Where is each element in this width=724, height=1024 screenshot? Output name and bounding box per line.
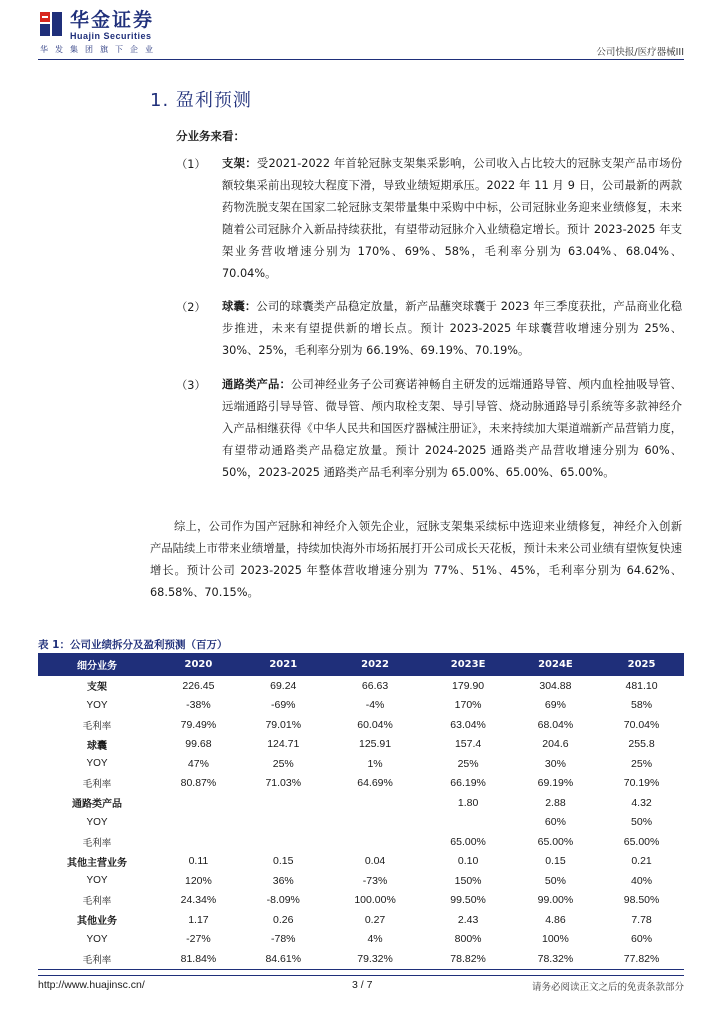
table-cell: 65.00%: [537, 835, 574, 848]
table-row: [38, 930, 684, 950]
table-cell: 0.15: [273, 855, 294, 868]
table-cell: 84.61%: [241, 949, 326, 969]
table-cell: 60%: [631, 933, 653, 946]
table-cell: 99.68: [185, 738, 212, 751]
table-cell: [326, 832, 425, 852]
table-cell: [241, 793, 326, 813]
table-row: [38, 676, 684, 696]
table-row: [38, 774, 684, 794]
table-cell: [156, 832, 241, 852]
table-cell: 7.78: [631, 913, 652, 926]
table-cell: 77.82%: [599, 949, 684, 969]
table-cell: 70.04%: [623, 718, 660, 731]
business-item-balloon: [222, 296, 682, 362]
table-row: [38, 793, 684, 813]
business-item-access: [222, 374, 682, 484]
table-cell: 98.50%: [623, 894, 660, 907]
table-cell: 255.8: [628, 738, 655, 751]
table-header-cell: 2020: [156, 653, 241, 676]
brand-name-cn: 华金证券: [70, 9, 155, 31]
header-divider: [38, 59, 684, 60]
table-header-cell: 2025: [599, 653, 684, 676]
table-cell: 0.11: [188, 855, 209, 868]
table-cell: 65.00%: [623, 835, 660, 848]
table-cell: 60.04%: [357, 718, 393, 731]
table-cell: 69.19%: [537, 777, 574, 790]
table-cell: 100.00%: [354, 894, 396, 907]
table-header-cell: 2021: [241, 653, 326, 676]
item-number: （2）: [176, 301, 206, 314]
row-label: 毛利率: [82, 779, 112, 791]
table-cell: 50%: [544, 874, 566, 887]
table-cell: 79.32%: [326, 949, 425, 969]
table-cell: 1.17: [188, 913, 209, 926]
table-cell: 64.69%: [357, 777, 393, 790]
table-row: [38, 910, 684, 930]
item-text: 公司的球囊类产品稳定放量，新产品蘸突球囊于 2023 年三季度获批，产品商业化稳步推进，未来有望提供新的增长点。预计 2023-2025 年球囊营收增速分别为 25%、30%、25%，毛利率分别为 66.19%、69.19%、70.19%。: [222, 300, 682, 357]
table-cell: 800%: [454, 933, 482, 946]
item-text: 公司神经业务子公司赛诺神畅自主研发的远端通路导管、颅内血栓抽吸导管、远端通路引导导管、微导管、颅内取栓支架、导引导管、烧动脉通路导引系统等多款神经介入产品相继获得《中华人民共和国医疗器械注册证》，未来持续加大渠道端新产品营销力度，有望带动通路类产品稳定放量。预计 2024-2025 通路类产品营收增速分别为 60%、50%，2023-2025 通路类产品毛利率分别为 65.00%、65.00%、65.00%。: [222, 378, 682, 479]
table-cell: 120%: [184, 874, 212, 887]
table-cell: 0.10: [457, 855, 479, 868]
row-label: 其他业务: [77, 916, 117, 928]
row-label: YOY: [86, 875, 108, 887]
table-cell: [326, 793, 425, 813]
row-label: 其他主营业务: [67, 857, 127, 869]
footer-divider: [38, 975, 684, 976]
table-cell: 0.26: [273, 913, 294, 926]
table-header-cell: 2024E: [512, 653, 599, 676]
table-cell: 78.82%: [424, 949, 511, 969]
table-cell: 4.32: [631, 796, 652, 809]
item-title: 通路类产品：: [222, 378, 292, 391]
table-cell: [241, 813, 326, 833]
table-title: 表 1：公司业绩拆分及盈利预测（百万）: [38, 639, 228, 651]
table-cell: 304.88: [539, 679, 572, 692]
row-label: 支架: [87, 682, 107, 694]
table-cell: 0.15: [545, 855, 566, 868]
table-cell: 47%: [187, 757, 209, 770]
table-header-row: [38, 653, 684, 676]
report-type: 公司快报/医疗器械III: [596, 47, 684, 58]
row-label: 毛利率: [82, 896, 112, 908]
table-cell: 124.71: [267, 738, 300, 751]
table-cell: 1%: [367, 757, 383, 770]
row-label: YOY: [86, 699, 108, 711]
table-cell: 30%: [544, 757, 566, 770]
table-cell: 179.90: [452, 679, 485, 692]
table-cell: 99.50%: [450, 894, 486, 907]
table-row: [38, 949, 684, 969]
table-cell: 204.6: [542, 738, 569, 751]
footer-disclaimer: 请务必阅读正文之后的免责条款部分: [531, 982, 684, 993]
brand-name-en: Huajin Securities: [70, 31, 152, 41]
table-cell: [326, 813, 425, 833]
table-cell: 66.63: [361, 679, 389, 692]
item-number: （1）: [176, 158, 206, 171]
table-cell: -8.09%: [266, 894, 300, 907]
table-cell: 226.45: [182, 679, 215, 692]
table-cell: -69%: [271, 699, 296, 712]
table-cell: 81.84%: [156, 949, 241, 969]
item-title: 支架：: [222, 157, 257, 170]
table-cell: 25%: [457, 757, 479, 770]
table-cell: 150%: [454, 874, 482, 887]
table-cell: 24.34%: [180, 894, 217, 907]
table-cell: 0.21: [631, 855, 652, 868]
table-header-cell: 细分业务: [38, 653, 156, 676]
row-label: YOY: [86, 816, 108, 828]
table-cell: 481.10: [625, 679, 658, 692]
table-row: [38, 735, 684, 755]
table-cell: 68.04%: [537, 718, 574, 731]
table-row: [38, 832, 684, 852]
subheading: 分业务来看：: [176, 129, 245, 143]
item-title: 球囊：: [222, 300, 257, 313]
table-header-cell: 2023E: [424, 653, 511, 676]
table-cell: 50%: [631, 816, 653, 829]
table-cell: [424, 813, 511, 833]
row-label: 毛利率: [38, 949, 156, 969]
table-cell: 66.19%: [450, 777, 486, 790]
table-cell: [156, 793, 241, 813]
table-cell: -38%: [186, 699, 211, 712]
row-label: YOY: [86, 933, 108, 945]
table-cell: [156, 813, 241, 833]
table-cell: 25%: [272, 757, 294, 770]
item-number: （3）: [176, 379, 206, 392]
table-cell: 157.4: [454, 738, 482, 751]
table-cell: -4%: [365, 699, 385, 712]
row-label: 球囊: [87, 740, 107, 752]
table-row: [38, 715, 684, 735]
table-cell: 69.24: [270, 679, 297, 692]
table-cell: 71.03%: [265, 777, 302, 790]
forecast-table: [38, 653, 684, 970]
table-cell: 80.87%: [180, 777, 217, 790]
table-cell: 58%: [631, 699, 653, 712]
table-cell: 79.49%: [180, 718, 217, 731]
table-cell: [241, 832, 326, 852]
table-cell: 2.43: [457, 913, 479, 926]
table-cell: 4%: [367, 933, 383, 946]
table-cell: 79.01%: [265, 718, 302, 731]
table-row: [38, 891, 684, 911]
table-cell: 25%: [631, 757, 653, 770]
page-header: [38, 8, 684, 62]
table-cell: 70.19%: [623, 777, 660, 790]
table-row: [38, 813, 684, 833]
table-row: [38, 852, 684, 872]
row-label: 毛利率: [82, 720, 112, 732]
table-cell: -27%: [186, 933, 211, 946]
section-title: 1. 盈利预测: [150, 90, 252, 111]
table-cell: -78%: [271, 933, 296, 946]
table-cell: 78.32%: [512, 949, 599, 969]
page-number: 3 / 7: [352, 979, 373, 991]
row-label: 通路类产品: [72, 799, 122, 811]
table-cell: 125.91: [358, 738, 392, 751]
table-cell: 63.04%: [450, 718, 486, 731]
brand-slogan: 华发集团旗下企业: [40, 45, 160, 54]
summary-paragraph: 综上，公司作为国产冠脉和神经介入领先企业，冠脉支架集采续标中选迎来业绩修复，神经介入创新产品陆续上市带来业绩增量，持续加快海外市场拓展打开公司成长天花板，预计未来公司业绩有望恢复快速增长。预计公司 2023-2025 年整体营收增速分别为 77%、51%、45%，毛利率分别为 64.62%、68.58%、70.15%。: [150, 520, 682, 599]
table-cell: 65.00%: [450, 835, 486, 848]
brand-logo-icon: [38, 10, 64, 38]
footer-url[interactable]: http://www.huajinsc.cn/: [38, 979, 145, 991]
row-label: YOY: [86, 758, 108, 770]
table-cell: -73%: [362, 874, 388, 887]
table-cell: 0.04: [364, 855, 386, 868]
table-cell: 69%: [544, 699, 566, 712]
table-row: [38, 871, 684, 891]
row-label: 毛利率: [82, 837, 112, 849]
table-cell: 40%: [631, 874, 653, 887]
table-cell: 100%: [542, 933, 569, 946]
table-cell: 4.86: [545, 913, 566, 926]
table-cell: 170%: [454, 699, 482, 712]
table-cell: 60%: [544, 816, 566, 829]
table-cell: 2.88: [545, 796, 566, 809]
table-cell: 1.80: [457, 796, 479, 809]
table-cell: 36%: [272, 874, 294, 887]
table-header-cell: 2022: [326, 653, 425, 676]
table-cell: 99.00%: [537, 894, 574, 907]
business-item-stent: [222, 153, 682, 285]
table-cell: 0.27: [364, 913, 386, 926]
item-text: 受2021-2022 年首轮冠脉支架集采影响，公司收入占比较大的冠脉支架产品市场份额较集采前出现较大程度下滑，导致业绩短期承压。2022 年 11 月 9 日，公司最新的两款药物洗脱支架在国家二轮冠脉支架带量集中采购中中标，公司冠脉业务迎来业绩修复，未来随着公司冠脉介入新品持续获批，有望带动冠脉介入业绩稳定增长。预计 2023-2025 年支架业务营收增速分别为 170%、69%、58%，毛利率分别为 63.04%、68.04%、70.04%。: [222, 157, 682, 280]
table-row: [38, 696, 684, 716]
table-row: [38, 754, 684, 774]
